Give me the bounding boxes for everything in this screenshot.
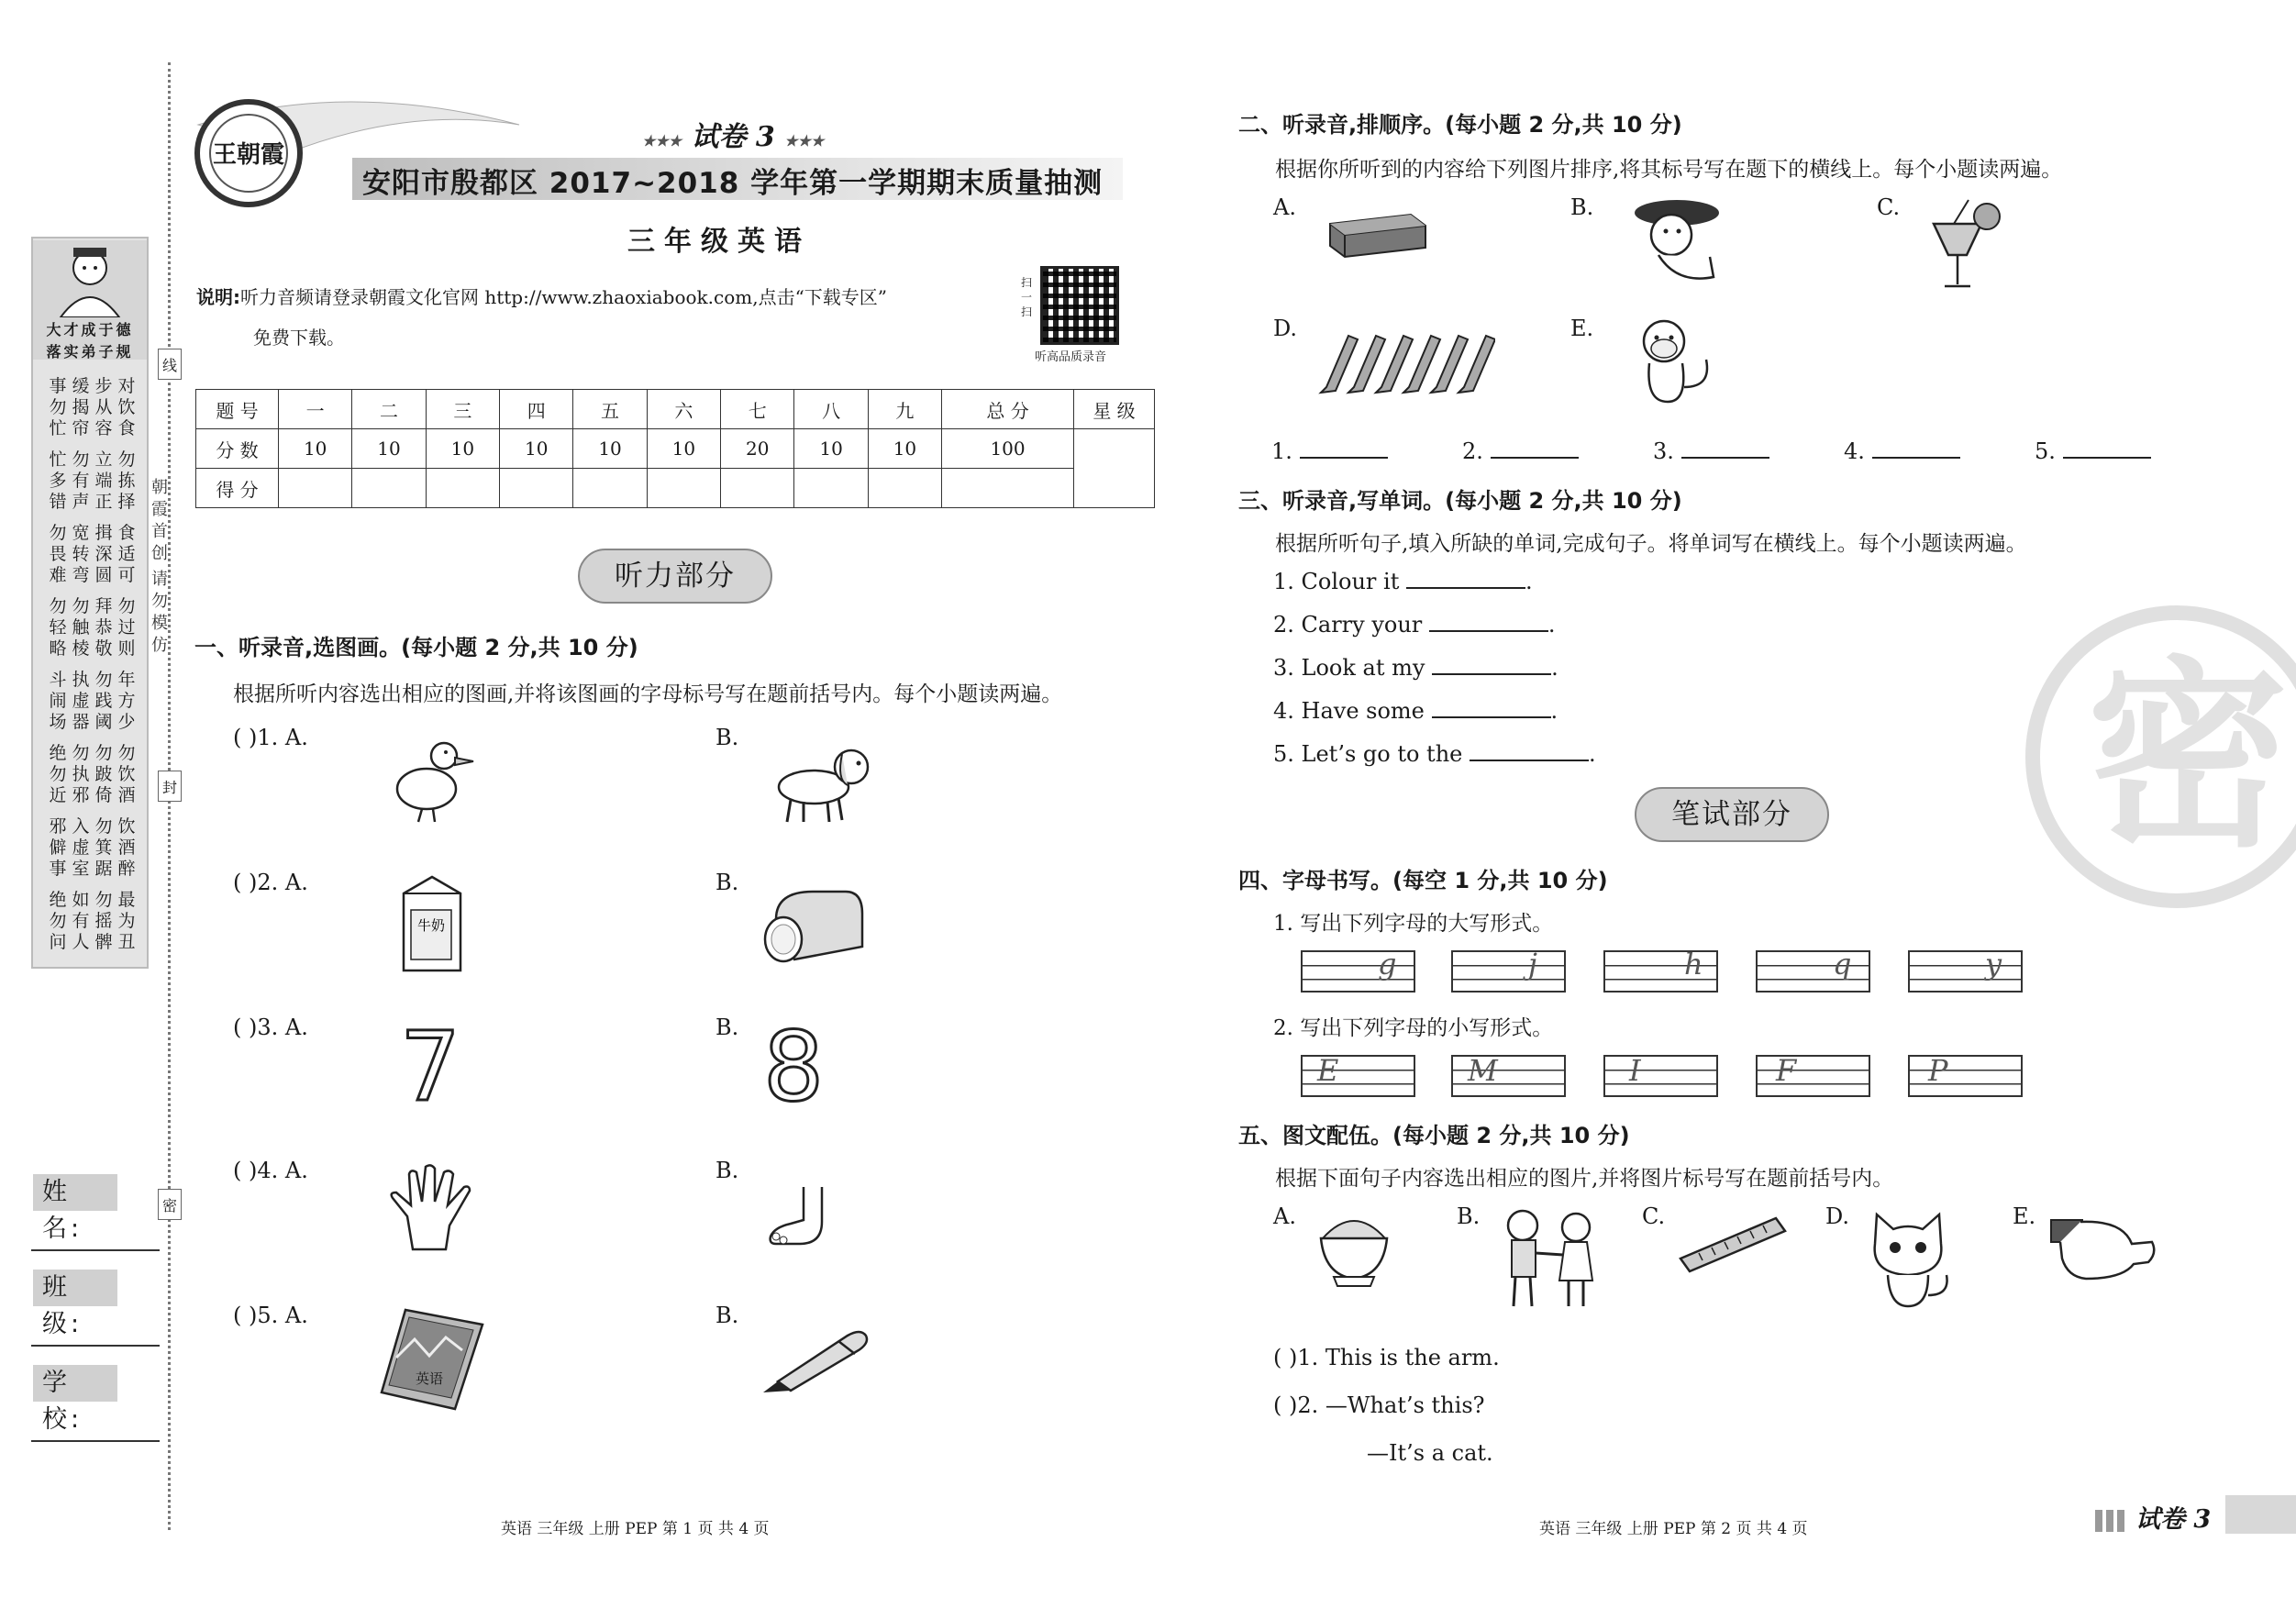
cat-icon <box>1862 1207 1954 1310</box>
motto-column: 饮酒醉 <box>117 816 136 879</box>
letter-box-g[interactable]: g <box>1301 950 1415 993</box>
logo: 王朝霞 <box>209 114 288 193</box>
seal-mark-seal: 封 <box>158 771 182 802</box>
motto-group <box>48 816 137 880</box>
letter-box-I[interactable]: I <box>1603 1055 1718 1097</box>
letter-box-q[interactable]: q <box>1756 950 1870 993</box>
q1-item-1[interactable]: ( )1. A. <box>233 725 308 750</box>
row-label: 题 号 <box>196 390 279 429</box>
number-eight: 8 <box>763 1011 825 1123</box>
qr-code-icon[interactable] <box>1040 266 1119 345</box>
q1-heading: 一、听录音,选图画。(每小题 2 分,共 10 分) <box>194 635 638 660</box>
col-header: 二 <box>352 390 426 429</box>
q3-heading: 三、听录音,写单词。(每小题 2 分,共 10 分) <box>1238 488 1682 514</box>
school-field[interactable] <box>31 1440 160 1442</box>
motto-column: 绝勿问 <box>49 890 67 952</box>
arm-icon <box>2049 1213 2157 1282</box>
points-cell: 10 <box>647 429 720 469</box>
q3-sentence-5[interactable]: 5. Let’s go to the . <box>1273 741 1596 767</box>
q5-item-2[interactable]: ( )2. —What’s this? <box>1273 1392 1485 1418</box>
q4-part2: 2. 写出下列字母的小写形式。 <box>1273 1016 1554 1040</box>
listening-section-title: 听力部分 <box>578 549 772 604</box>
pencils-icon <box>1315 323 1495 396</box>
col-header: 总 分 <box>942 390 1074 429</box>
motto-column: 勿饮酒 <box>117 743 136 805</box>
class-field[interactable] <box>31 1345 160 1347</box>
number-seven: 7 <box>400 1011 461 1123</box>
q5-label-a: A. <box>1273 1203 1296 1229</box>
points-cell: 10 <box>279 429 352 469</box>
motto-column: 拜恭敬 <box>94 596 113 659</box>
q1-item-1-b: B. <box>715 725 739 750</box>
points-cell: 10 <box>352 429 426 469</box>
q2-label-d: D. <box>1273 316 1298 341</box>
corner-paper-number: 试卷 3 <box>2135 1505 2212 1534</box>
secret-stamp-text: 密 <box>2086 639 2289 874</box>
q5-item-1[interactable]: ( )1. This is the arm. <box>1273 1345 1500 1370</box>
school-label: 学 校: <box>33 1365 117 1402</box>
milk-carton-icon <box>398 873 466 974</box>
row-label: 得 分 <box>196 469 279 508</box>
motto-group <box>48 890 137 953</box>
earned-cell[interactable] <box>573 469 647 508</box>
q3-sentence-2[interactable]: 2. Carry your . <box>1273 612 1556 638</box>
q5-heading: 五、图文配伍。(每小题 2 分,共 10 分) <box>1238 1123 1630 1148</box>
motto-column: 勿跛倚 <box>94 743 113 805</box>
copyright-note-2: 请勿模仿 <box>151 570 168 655</box>
q3-sentence-3[interactable]: 3. Look at my . <box>1273 655 1558 681</box>
motto-title: 大才成于德 落实弟子规 <box>46 321 134 360</box>
q3-sentence-4[interactable]: 4. Have some . <box>1273 698 1558 724</box>
motto-column: 年方少 <box>117 670 136 732</box>
page-title: 安阳市殷都区 2017~2018 学年第一学期期末质量抽测 <box>362 167 1104 200</box>
q5-label-e: E. <box>2013 1203 2036 1229</box>
duck-icon <box>385 732 477 824</box>
hand-icon <box>385 1161 486 1253</box>
motto-column: 勿箕踞 <box>94 816 113 879</box>
q1-item-3-b: B. <box>715 1015 739 1040</box>
letter-box-M[interactable]: M <box>1451 1055 1566 1097</box>
motto-column: 勿有声 <box>72 449 90 512</box>
col-header: 四 <box>500 390 573 429</box>
friends-icon <box>1495 1203 1605 1310</box>
points-cell: 10 <box>573 429 647 469</box>
letter-box-P[interactable]: P <box>1908 1055 2023 1097</box>
col-header: 九 <box>868 390 941 429</box>
seal-mark-line: 线 <box>158 349 182 380</box>
row-label: 分 数 <box>196 429 279 469</box>
q4-part1: 1. 写出下列字母的大写形式。 <box>1273 912 1554 936</box>
q1-description: 根据所听内容选出相应的图画,并将该图画的字母标号写在题前括号内。每个小题读两遍。 <box>233 682 1063 706</box>
q5-item-2-answer: —It’s a cat. <box>1367 1440 1493 1466</box>
score-table <box>195 389 1155 508</box>
earned-cell[interactable] <box>426 469 499 508</box>
points-cell: 10 <box>426 429 499 469</box>
class-label: 班 级: <box>33 1270 117 1306</box>
motto-column: 斗闹场 <box>49 670 67 732</box>
q1-item-4[interactable]: ( )4. A. <box>233 1158 308 1183</box>
motto-column: 揖深圆 <box>94 523 113 585</box>
score-row-earned <box>196 469 1155 508</box>
book-label: 英语 <box>415 1370 444 1387</box>
instruction-note-cont: 免费下载。 <box>253 327 345 349</box>
col-header: 七 <box>721 390 794 429</box>
q1-item-3[interactable]: ( )3. A. <box>233 1015 308 1040</box>
seal-mark-secret: 密 <box>158 1189 182 1220</box>
motto-column: 勿过则 <box>117 596 136 659</box>
motto-column: 步从容 <box>94 376 113 438</box>
corner-band <box>2225 1495 2296 1534</box>
motto-column: 立端正 <box>94 449 113 512</box>
q1-item-5[interactable]: ( )5. A. <box>233 1303 308 1328</box>
copyright-note-1: 朝霞首创 <box>151 478 168 563</box>
qr-side-label: 扫一扫 <box>1021 276 1033 318</box>
star-rating-cell[interactable] <box>1074 429 1155 508</box>
motto-column: 邪僻事 <box>49 816 67 879</box>
dog-icon <box>763 734 882 826</box>
earned-cell[interactable] <box>279 469 352 508</box>
motto-column: 最为丑 <box>117 890 136 952</box>
motto-group <box>48 670 137 733</box>
q4-heading: 四、字母书写。(每空 1 分,共 10 分) <box>1238 868 1608 893</box>
score-row-points <box>196 429 1155 469</box>
q3-description: 根据所听句子,填入所缺的单词,完成句子。将单词写在横线上。每个小题读两遍。 <box>1275 532 2027 556</box>
motto-column: 宽转弯 <box>72 523 90 585</box>
motto-group <box>48 743 137 806</box>
earned-cell[interactable] <box>794 469 868 508</box>
qr-caption: 听高品质录音 <box>1035 350 1107 364</box>
bread-icon <box>758 882 868 965</box>
pencil-box-icon <box>1326 211 1429 259</box>
letter-box-F[interactable]: F <box>1756 1055 1870 1097</box>
q2-heading: 二、听录音,排顺序。(每小题 2 分,共 10 分) <box>1238 112 1682 138</box>
q5-label-b: B. <box>1457 1203 1481 1229</box>
paper-number: ★★★ 试卷 3 ★★★ <box>642 121 825 153</box>
q2-blank-4[interactable]: 4. <box>1844 438 1960 464</box>
motto-group <box>48 449 137 513</box>
motto-column: 勿轻略 <box>49 596 67 659</box>
motto-column: 绝勿近 <box>49 743 67 805</box>
motto-column: 食适可 <box>117 523 136 585</box>
q3-sentence-1[interactable]: 1. Colour it . <box>1273 569 1533 594</box>
col-header: 八 <box>794 390 868 429</box>
col-header: 五 <box>573 390 647 429</box>
writing-section-title: 笔试部分 <box>1635 787 1829 842</box>
footer-left: 英语 三年级 上册 PEP 第 1 页 共 4 页 <box>501 1520 770 1538</box>
juice-glass-icon <box>1926 196 2003 292</box>
points-cell: 10 <box>868 429 941 469</box>
earned-cell[interactable] <box>352 469 426 508</box>
motto-group <box>48 596 137 660</box>
col-header: 一 <box>279 390 352 429</box>
motto-column: 事勿忙 <box>49 376 67 438</box>
q5-description: 根据下面句子内容选出相应的图片,并将图片标号写在题前括号内。 <box>1275 1167 1894 1191</box>
motto-column: 勿畏难 <box>49 523 67 585</box>
letter-box-h[interactable]: h <box>1603 950 1718 993</box>
letter-box-E[interactable]: E <box>1301 1055 1415 1097</box>
q2-label-e: E. <box>1570 316 1594 341</box>
name-label: 姓 名: <box>33 1174 117 1211</box>
col-header: 六 <box>647 390 720 429</box>
q5-label-d: D. <box>1825 1203 1850 1229</box>
points-cell: 10 <box>500 429 573 469</box>
q5-label-c: C. <box>1642 1203 1666 1229</box>
q1-item-4-b: B. <box>715 1158 739 1183</box>
q1-item-2[interactable]: ( )2. A. <box>233 870 308 895</box>
q2-label-b: B. <box>1570 194 1594 220</box>
english-book-icon <box>378 1303 488 1413</box>
q1-item-2-b: B. <box>715 870 739 895</box>
motto-column: 勿拣择 <box>117 449 136 512</box>
ruler-icon <box>1675 1213 1789 1277</box>
girl-hat-icon <box>1622 189 1725 286</box>
motto-column: 勿践阈 <box>94 670 113 732</box>
earned-cell[interactable] <box>868 469 941 508</box>
motto-column: 执虚器 <box>72 670 90 732</box>
name-field[interactable] <box>31 1249 160 1251</box>
fountain-pen-icon <box>760 1321 879 1394</box>
letter-box-y[interactable]: y <box>1908 950 2023 993</box>
q1-item-5-b: B. <box>715 1303 739 1328</box>
scholar-figure-icon <box>33 240 147 317</box>
earned-cell[interactable] <box>942 469 1074 508</box>
foot-icon <box>767 1183 849 1249</box>
motto-group <box>48 523 137 586</box>
col-header: 星 级 <box>1074 390 1155 429</box>
q2-blank-1[interactable]: 1. <box>1271 438 1388 464</box>
letter-box-j[interactable]: j <box>1451 950 1566 993</box>
earned-cell[interactable] <box>647 469 720 508</box>
footer-right: 英语 三年级 上册 PEP 第 2 页 共 4 页 <box>1539 1520 1808 1538</box>
col-header: 三 <box>426 390 499 429</box>
q2-blank-2[interactable]: 2. <box>1462 438 1579 464</box>
monkey-icon <box>1627 314 1715 405</box>
q2-blank-5[interactable]: 5. <box>2035 438 2151 464</box>
motto-column: 忙多错 <box>49 449 67 512</box>
motto-column: 缓揭帘 <box>72 376 90 438</box>
subject-title: 三年级英语 <box>627 226 811 258</box>
motto-column: 勿触棱 <box>72 596 90 659</box>
milk-label: 牛奶 <box>416 917 446 934</box>
rice-bowl-icon <box>1315 1205 1392 1288</box>
motto-column: 勿执邪 <box>72 743 90 805</box>
motto-column: 勿摇髀 <box>94 890 113 952</box>
q2-description: 根据你所听到的内容给下列图片排序,将其标号写在题下的横线上。每个小题读两遍。 <box>1275 158 2063 182</box>
motto-column: 对饮食 <box>117 376 136 438</box>
motto-column: 入虚室 <box>72 816 90 879</box>
q2-blank-3[interactable]: 3. <box>1653 438 1769 464</box>
points-cell: 20 <box>721 429 794 469</box>
motto-group <box>48 376 137 439</box>
q2-label-a: A. <box>1273 194 1296 220</box>
q2-label-c: C. <box>1877 194 1901 220</box>
score-row-numbers <box>196 390 1155 429</box>
points-cell: 10 <box>794 429 868 469</box>
motto-column: 如有人 <box>72 890 90 952</box>
earned-cell[interactable] <box>500 469 573 508</box>
points-cell: 100 <box>942 429 1074 469</box>
corner-dots-icon <box>2095 1510 2128 1532</box>
earned-cell[interactable] <box>721 469 794 508</box>
instruction-note: 说明:听力音频请登录朝霞文化官网 http://www.zhaoxiabook.com,点击“下载专区” <box>196 286 888 308</box>
